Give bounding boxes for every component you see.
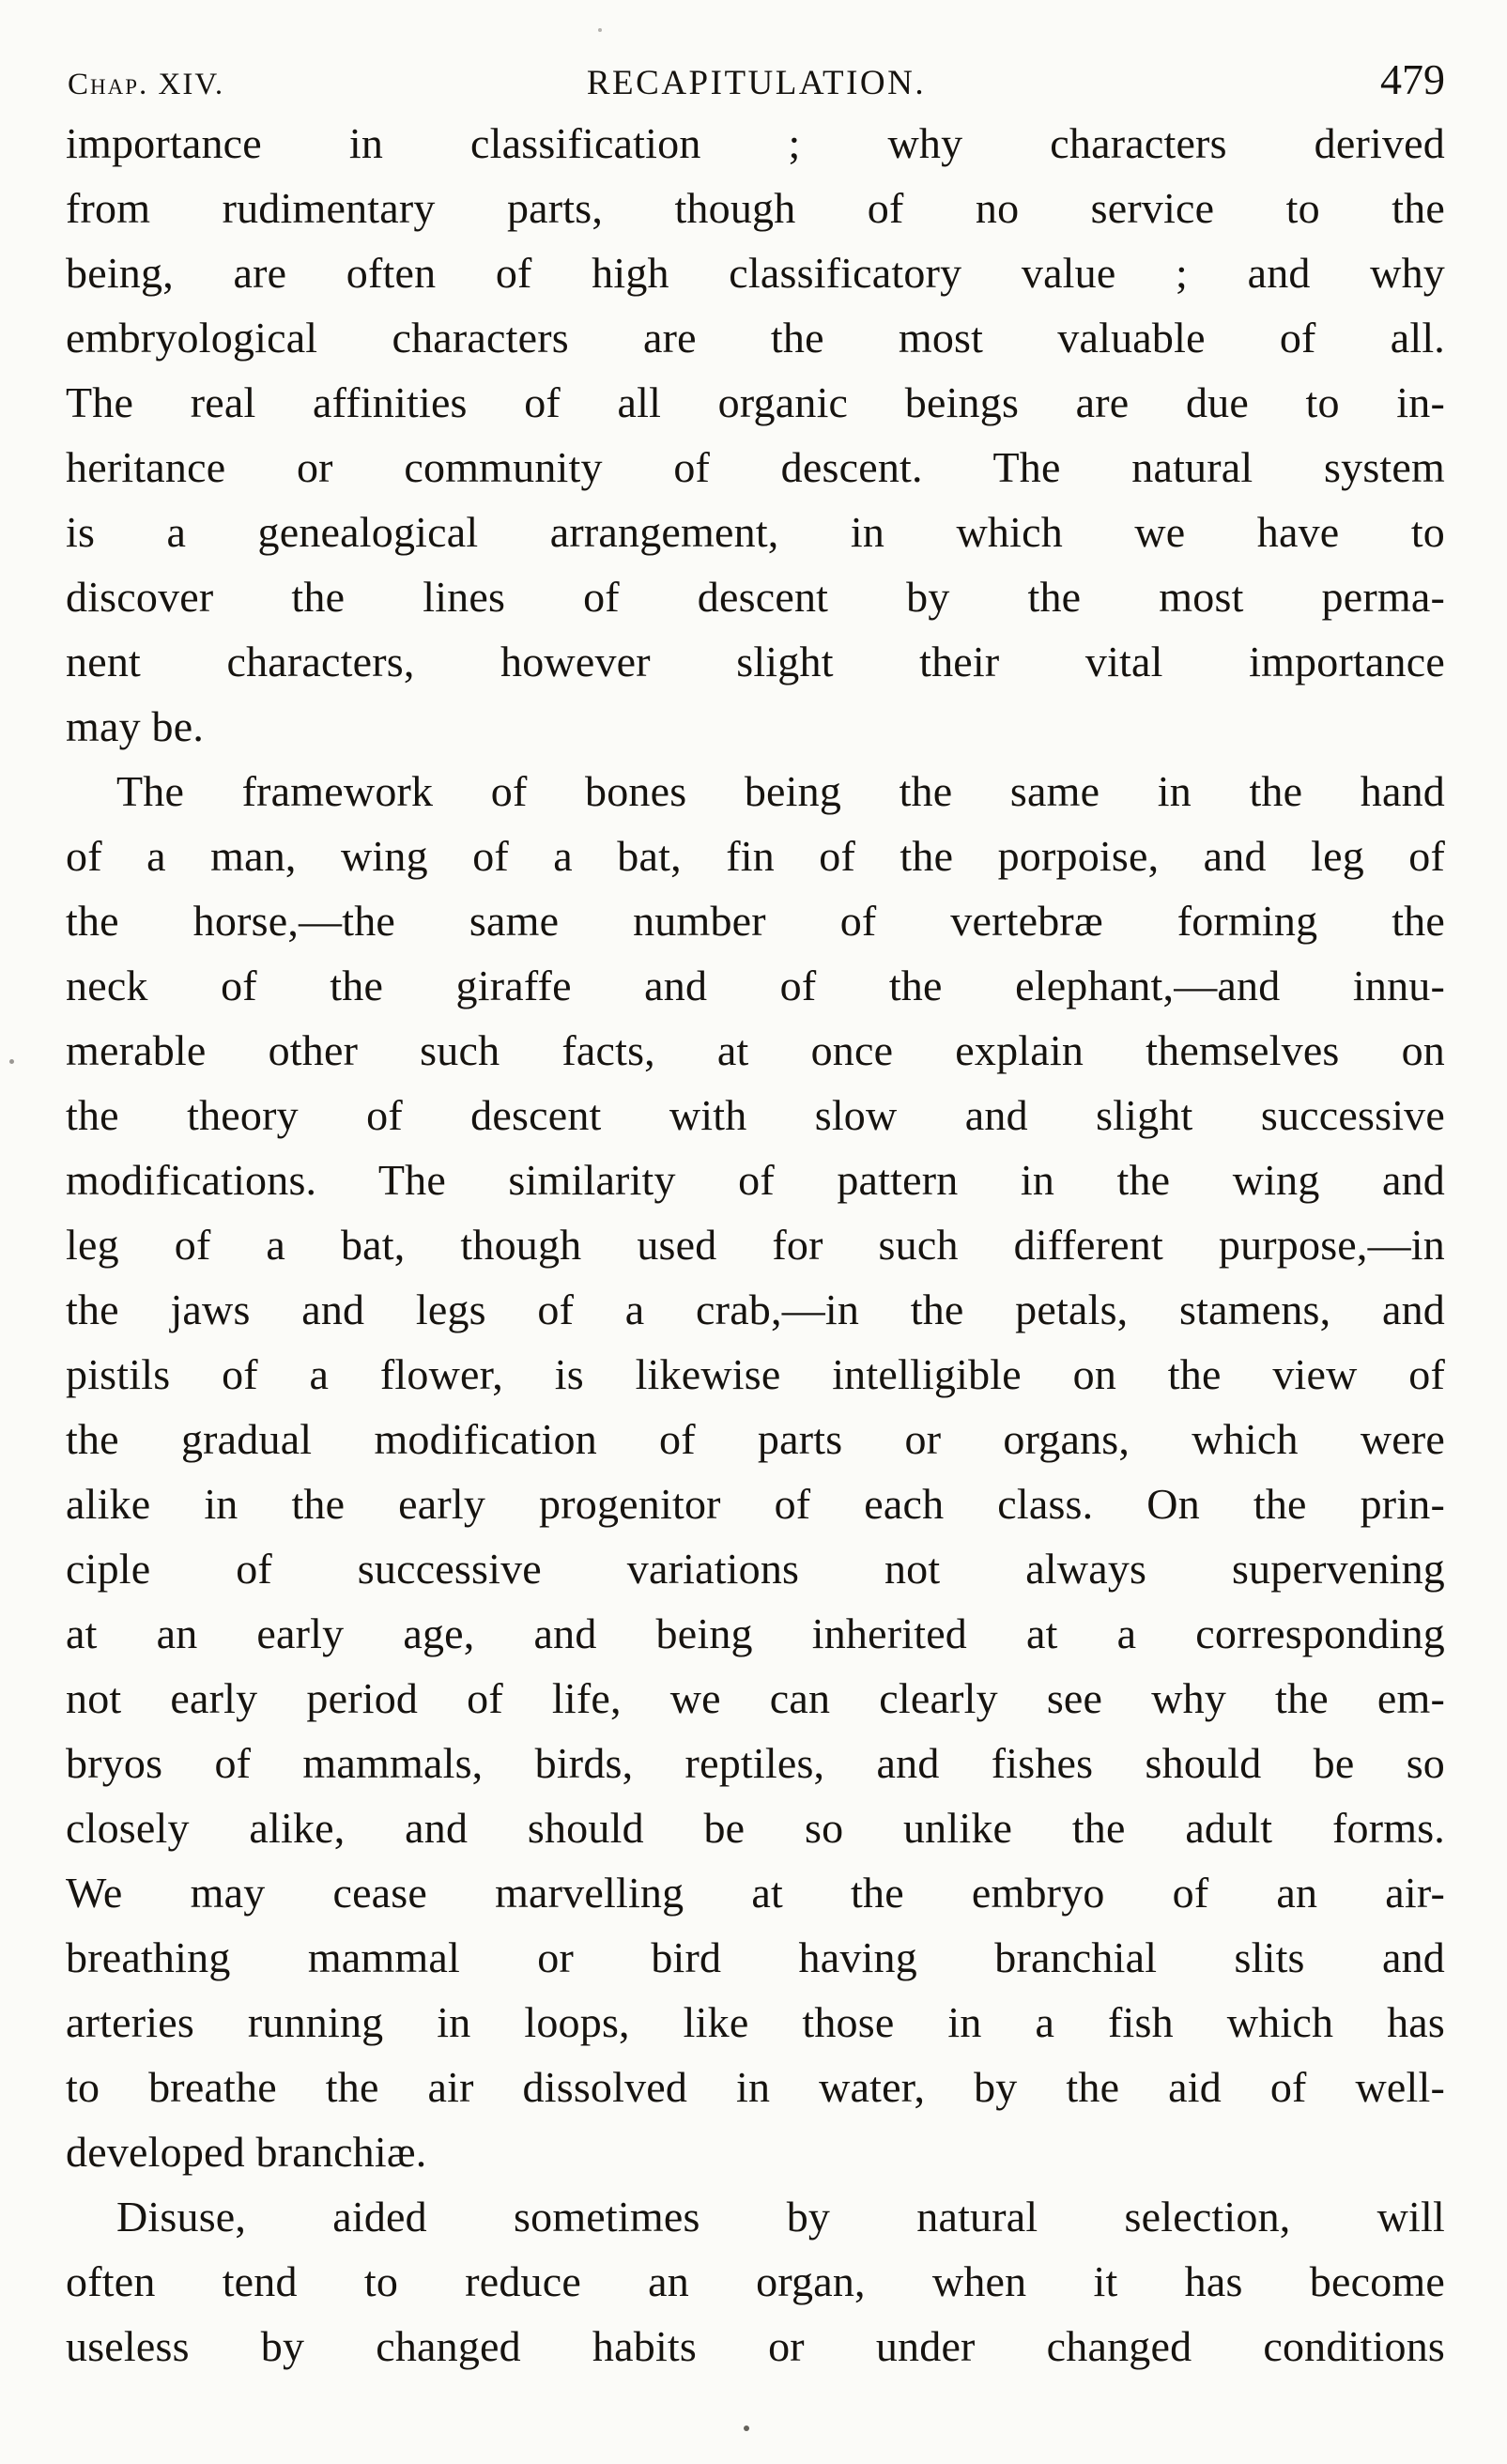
- text-line: heritance or community of descent. The natural system: [66, 443, 1445, 491]
- chapter-label: Chap. XIV.: [68, 68, 225, 101]
- text-line: is a genealogical arrangement, in which we have to: [66, 508, 1445, 556]
- text-line: the gradual modification of parts or organs, which were: [66, 1415, 1445, 1463]
- text-line: of a man, wing of a bat, fin of the porpoise, and leg of: [66, 832, 1445, 880]
- page-header: [68, 54, 1445, 104]
- text-line: nent characters, however slight their vital importance: [66, 638, 1445, 685]
- text-line: useless by changed habits or under changed conditions: [66, 2322, 1445, 2370]
- text-line: from rudimentary parts, though of no service to the: [66, 184, 1445, 232]
- text-line: The real affinities of all organic beings are due to in-: [66, 378, 1445, 426]
- text-line: modifications. The similarity of pattern in the wing and: [66, 1156, 1445, 1204]
- text-line: at an early age, and being inherited at a corresponding: [66, 1609, 1445, 1657]
- text-line: the theory of descent with slow and slight successive: [66, 1091, 1445, 1139]
- text-line: closely alike, and should be so unlike the adult forms.: [66, 1804, 1445, 1852]
- scan-artifact-speck: [9, 1059, 14, 1064]
- running-title: RECAPITULATION.: [586, 64, 927, 102]
- text-line: to breathe the air dissolved in water, by the aid of well-: [66, 2063, 1445, 2111]
- scan-artifact-speck: [598, 28, 602, 32]
- text-line: Disuse, aided sometimes by natural selection, will: [116, 2193, 1445, 2241]
- text-line: ciple of successive variations not always supervening: [66, 1545, 1445, 1593]
- text-line: the jaws and legs of a crab,—in the petals, stamens, and: [66, 1286, 1445, 1333]
- text-line: developed branchiæ.: [66, 2128, 427, 2176]
- text-line: neck of the giraffe and of the elephant,—and innu-: [66, 962, 1445, 1009]
- text-line: the horse,—the same number of vertebræ forming the: [66, 897, 1445, 945]
- text-line: We may cease marvelling at the embryo of an air-: [66, 1869, 1445, 1917]
- page-number: 479: [1380, 55, 1445, 103]
- text-line: leg of a bat, though used for such different purpose,—in: [66, 1221, 1445, 1269]
- text-line: bryos of mammals, birds, reptiles, and fishes should be so: [66, 1739, 1445, 1787]
- text-line: merable other such facts, at once explain themselves on: [66, 1026, 1445, 1074]
- text-line: often tend to reduce an organ, when it has become: [66, 2257, 1445, 2305]
- text-line: discover the lines of descent by the most perma-: [66, 573, 1445, 621]
- text-line: pistils of a flower, is likewise intelligible on the view of: [66, 1350, 1445, 1398]
- text-line: arteries running in loops, like those in a fish which has: [66, 1998, 1445, 2046]
- scan-artifact-speck: [744, 2426, 749, 2431]
- text-line: The framework of bones being the same in the hand: [116, 767, 1445, 815]
- body-text: [66, 111, 1445, 2379]
- text-line: may be.: [66, 702, 205, 750]
- text-line: breathing mammal or bird having branchial slits and: [66, 1933, 1445, 1981]
- text-line: importance in classification ; why characters derived: [66, 119, 1445, 167]
- text-line: alike in the early progenitor of each class. On the prin-: [66, 1480, 1445, 1528]
- text-line: not early period of life, we can clearly see why the em-: [66, 1674, 1445, 1722]
- text-line: embryological characters are the most valuable of all.: [66, 314, 1445, 362]
- text-line: being, are often of high classificatory value ; and why: [66, 249, 1445, 297]
